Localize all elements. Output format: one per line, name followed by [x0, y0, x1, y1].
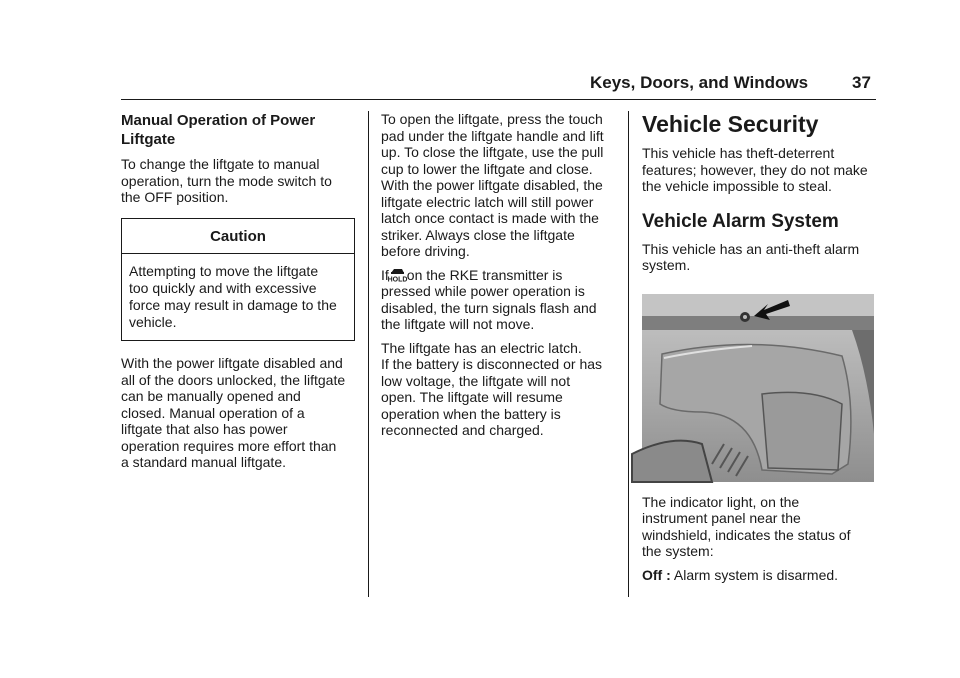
section-heading: Vehicle Security	[642, 111, 819, 137]
column-right	[642, 111, 878, 590]
off-description: Alarm system is disarmed.	[673, 566, 839, 583]
column-middle	[381, 111, 617, 446]
liftgate-open-paragraph: To open the liftgate, press the touch pad under the liftgate handle and lift up. To close the liftgate, use the pull cup to lower the liftgate and close. With the power liftgate disabled, the liftgate electric latch will still power latch once contact is made with the striker. Always close the liftgate before driving.	[381, 111, 604, 259]
rke-paragraph: If HOLD on the RKE transmitter is pressed while power operation is disabled, the turn signals flash and the liftgate will not move.	[381, 266, 597, 332]
column-left	[121, 111, 357, 478]
security-paragraph: This vehicle has theft-deterrent features; however, they do not make the vehicle impossible to steal.	[642, 145, 868, 194]
caution-box	[121, 218, 355, 342]
column-divider	[628, 111, 629, 597]
caution-text: Attempting to move the liftgate too quickly and with excessive force may result in damage to the vehicle.	[129, 263, 337, 330]
off-status-line	[642, 567, 878, 584]
liftgate-hold-icon	[389, 267, 406, 283]
column-divider	[368, 111, 369, 597]
instrument-panel-figure	[642, 294, 874, 482]
page-number: 37	[852, 73, 871, 92]
body-paragraph: With the power liftgate disabled and all of the doors unlocked, the liftgate can be manually opened and closed. Manual operation of a liftgate that also has power operation requires more effort than a standard manual liftgate.	[121, 355, 346, 470]
header-rule	[121, 99, 876, 100]
subsection-heading: Vehicle Alarm System	[642, 210, 839, 232]
indicator-paragraph: The indicator light, on the instrument panel near the windshield, indicates the status of the system:	[642, 493, 851, 559]
off-label: Off :	[642, 566, 671, 583]
electric-latch-paragraph: The liftgate has an electric latch. If the battery is disconnected or has low voltage, the liftgate will not open. The liftgate will resume operation when the battery is reconnected and charged.	[381, 339, 603, 438]
header-title: Keys, Doors, and Windows	[590, 73, 809, 92]
section-subhead: Manual Operation of Power Liftgate	[121, 112, 316, 148]
caution-title: Caution	[122, 219, 354, 255]
svg-text:HOLD: HOLD	[387, 276, 408, 283]
intro-paragraph: To change the liftgate to manual operation, turn the mode switch to the OFF position.	[121, 156, 332, 205]
alarm-paragraph: This vehicle has an anti-theft alarm system.	[642, 240, 860, 273]
